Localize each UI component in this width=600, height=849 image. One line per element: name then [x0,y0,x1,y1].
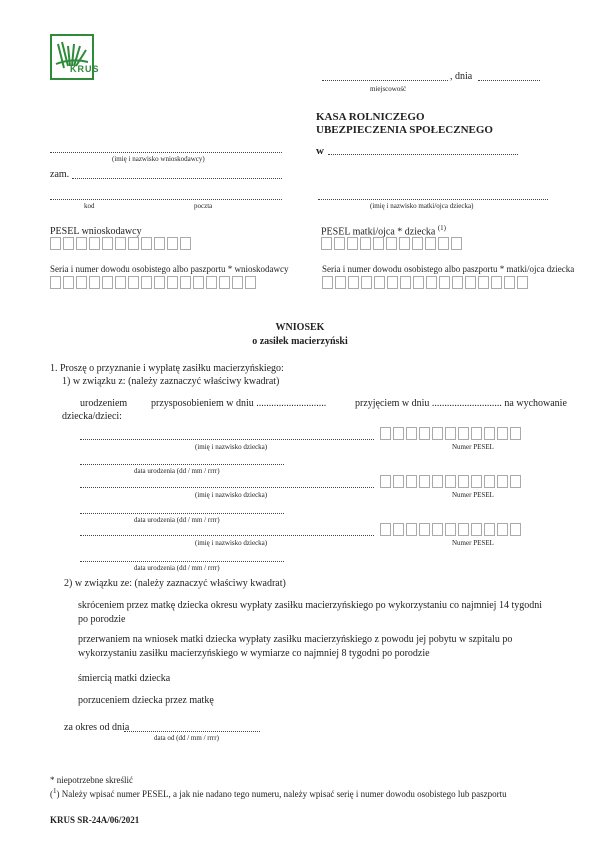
child1-pesel-boxes[interactable] [380,427,521,440]
pesel-applicant-boxes[interactable] [50,237,191,250]
opt-acceptance[interactable]: przyjęciem w dniu ............................ na wychowanie [355,398,567,409]
form-subtitle: o zasiłek macierzyński [252,336,348,347]
parent-name-caption: (imię i nazwisko matki/ojca dziecka) [370,202,474,210]
section1-intro: 1. Proszę o przyznanie i wypłatę zasiłku macierzyńskiego: [50,363,284,374]
id-applicant-boxes[interactable] [50,276,256,289]
child2-pesel-boxes[interactable] [380,475,521,488]
krus-logo [50,34,100,80]
opt-adoption[interactable]: przysposobieniem w dniu ............................ [151,398,327,409]
child3-pesel-caption: Numer PESEL [452,539,494,547]
child2-birth-caption: data urodzenia (dd / mm / rrrr) [134,516,220,524]
reason3-option[interactable]: śmiercią matki dziecka [78,673,171,684]
applicant-name-field[interactable] [50,152,282,153]
reason2-option[interactable]: przerwaniem na wniosek matki dziecka wypłaty zasiłku macierzyńskiego z powodu jej pobytu w szpitalu po wykorzystaniu zasiłku macierzyńskiego w wymiarze co najmniej 8 tygodni po porodzie [78,634,513,659]
zam-label: zam. [50,169,70,180]
period-field[interactable] [124,731,260,732]
date-label: , dnia [450,71,473,82]
child1-name-caption: (imię i nazwisko dziecka) [195,443,268,451]
child3-pesel-boxes[interactable] [380,523,521,536]
child3-name-field[interactable] [80,535,374,536]
child2-birth-field[interactable] [80,513,284,514]
child3-birth-caption: data urodzenia (dd / mm / rrrr) [134,564,220,572]
place-caption: miejscowość [370,85,407,93]
date-field[interactable] [478,80,540,81]
id-applicant-label: Seria i numer dowodu osobistego albo paszportu * wnioskodawcy [50,264,289,274]
pesel-parent-boxes[interactable] [321,237,462,250]
section1-sub2: 2) w związku ze: (należy zaznaczyć właściwy kwadrat) [64,578,286,589]
pesel-parent-label: PESEL matki/ojca * dziecka $^{(1)}$ [321,224,446,238]
poczta-caption: poczta [194,202,213,210]
institution-line1: KASA ROLNICZEGO [316,111,425,123]
opt-birth[interactable]: urodzeniem [80,398,128,409]
applicant-name-caption: (imię i nazwisko wnioskodawcy) [112,155,205,163]
footnote-strike: * niepotrzebne skreślić [50,775,133,785]
child3-birth-field[interactable] [80,561,284,562]
child3-name-caption: (imię i nazwisko dziecka) [195,539,268,547]
section1-sub1: 1) w związku z: (należy zaznaczyć właściwy kwadrat) [62,376,280,387]
children-label: dziecka/dzieci: [62,411,122,422]
child1-pesel-caption: Numer PESEL [452,443,494,451]
address-field[interactable] [72,178,282,179]
institution-w-label: w [316,145,324,157]
child1-name-field[interactable] [80,439,374,440]
pesel-applicant-label: PESEL wnioskodawcy [50,226,142,237]
form-code: KRUS SR-24A/06/2021 [50,815,140,825]
id-parent-boxes[interactable] [322,276,528,289]
child2-name-field[interactable] [80,487,374,488]
kod-caption: kod [84,202,95,210]
period-label: za okres od dnia [64,722,130,733]
form-title: WNIOSEK [275,322,325,333]
footnote-pesel: ($^1$) Należy wpisać numer PESEL, a jak nie nadano tego numeru, należy wpisać serię i numer dowodu osobistego lub paszportu [50,787,507,799]
logo-text: KRUS [70,64,100,74]
child2-name-caption: (imię i nazwisko dziecka) [195,491,268,499]
child1-birth-field[interactable] [80,464,284,465]
child2-pesel-caption: Numer PESEL [452,491,494,499]
institution-line2: UBEZPIECZENIA SPOŁECZNEGO [316,124,493,136]
child1-birth-caption: data urodzenia (dd / mm / rrrr) [134,467,220,475]
period-caption: data od (dd / mm / rrrr) [154,734,219,742]
institution-branch-field[interactable] [328,154,518,155]
id-parent-label: Seria i numer dowodu osobistego albo paszportu * matki/ojca dziecka [322,264,575,274]
reason1-option[interactable]: skróceniem przez matkę dziecka okresu wypłaty zasiłku macierzyńskiego po wykorzystaniu co najmniej 14 tygodni po porodzie [78,600,543,625]
parent-name-field[interactable] [318,199,548,200]
postal-field[interactable] [50,199,282,200]
place-field[interactable] [322,80,448,81]
reason4-option[interactable]: porzuceniem dziecka przez matkę [78,695,214,706]
